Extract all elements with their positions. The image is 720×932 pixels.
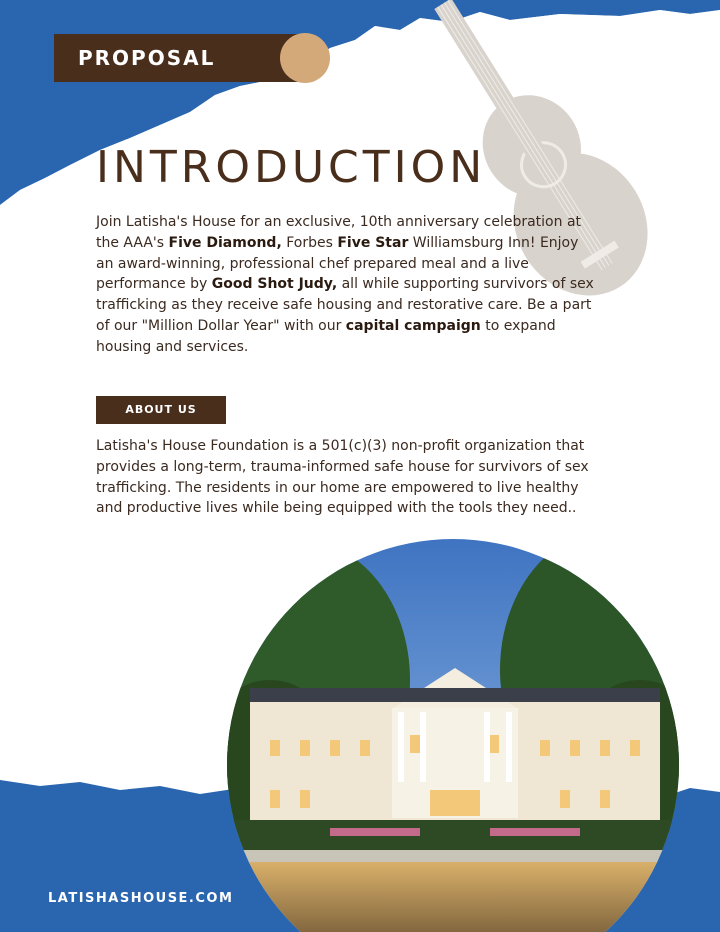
tan-circle-decoration xyxy=(280,33,330,83)
website-link[interactable]: LATISHASHOUSE.COM xyxy=(48,891,234,906)
five-star-text: Five Star xyxy=(337,234,409,251)
hotel-photo xyxy=(190,530,720,932)
page-title: INTRODUCTION xyxy=(96,142,487,193)
intro-paragraph: Join Latisha's House for an exclusive, 10th anniversary celebration at the AAA's Five Diamond, Forbes Five Star Williamsburg Inn! Enjoy an award-winning, professional chef prepared meal and a live performance by Good Shot Judy, all while supporting survivors of sex trafficking as they receive safe housing and restorative care. Be a part of our "Million Dollar Year" with our capital campaign to expand housing and services. xyxy=(96,214,594,355)
five-diamond-text: Five Diamond, xyxy=(168,234,282,251)
about-us-heading: ABOUT US xyxy=(96,396,226,424)
capital-campaign-text: capital campaign xyxy=(345,317,481,334)
proposal-tag: PROPOSAL xyxy=(54,34,302,82)
about-paragraph: Latisha's House Foundation is a 501(c)(3) non-profit organization that provides a long-term, trauma-informed safe house for survivors of sex trafficking. The residents in our home are empowered to live healthy and productive lives while being equipped with the tools they need.. xyxy=(96,438,589,517)
good-shot-judy-text: Good Shot Judy, xyxy=(211,276,338,293)
